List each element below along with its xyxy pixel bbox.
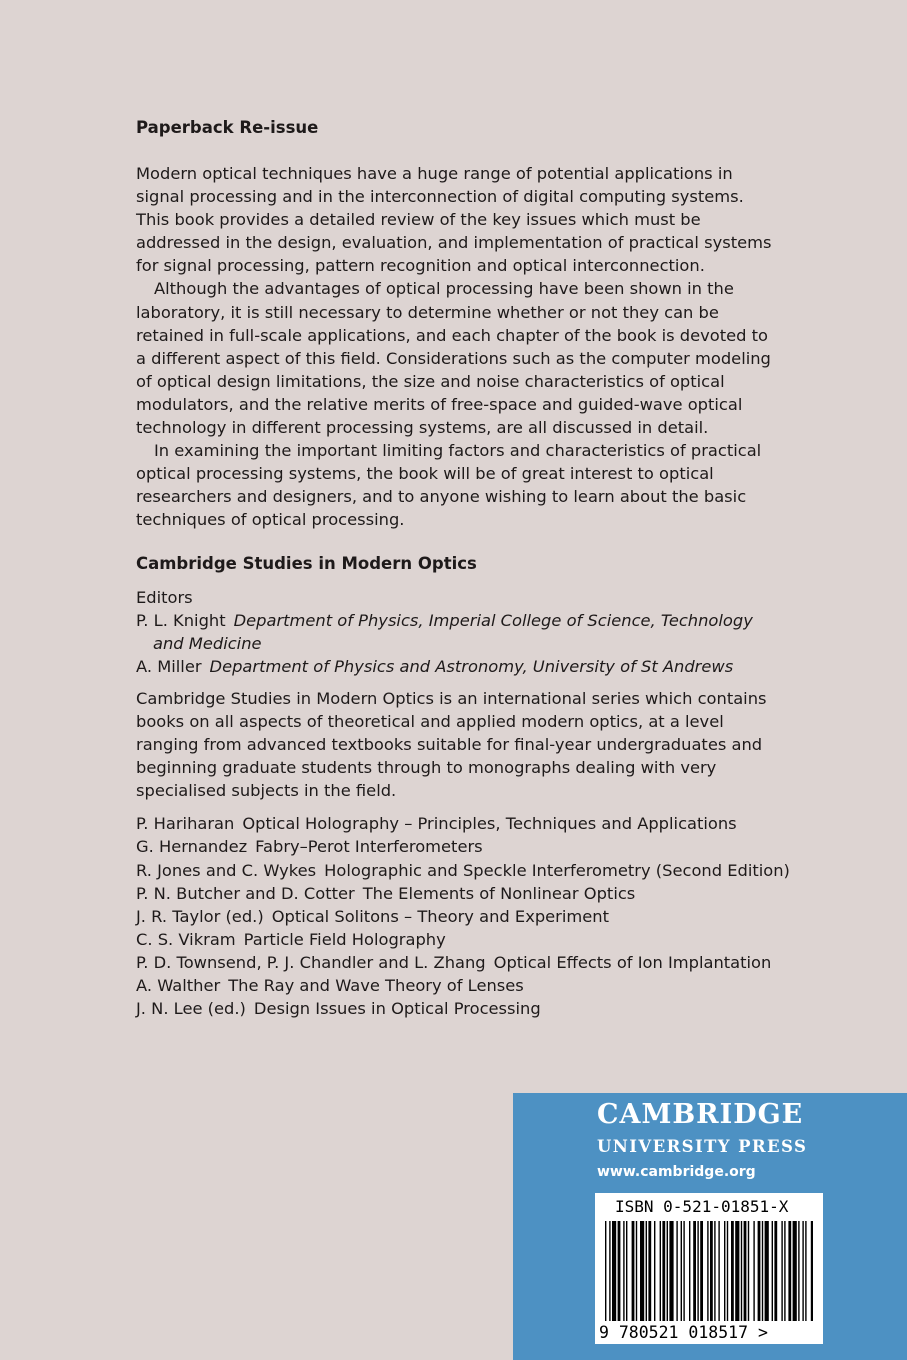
barcode-bar bbox=[707, 1221, 708, 1321]
series-book-title: The Elements of Nonlinear Optics bbox=[362, 883, 636, 903]
series-book-title: Holographic and Speckle Interferometry (Second Edition) bbox=[324, 860, 790, 880]
series-author: P. D. Townsend, P. J. Chandler and L. Zhang bbox=[136, 952, 486, 972]
isbn-label: ISBN 0-521-01851-X bbox=[615, 1197, 789, 1216]
barcode-bar bbox=[758, 1221, 761, 1321]
barcode-bar bbox=[648, 1221, 651, 1321]
barcode-bar bbox=[681, 1221, 682, 1321]
series-author: C. S. Vikram bbox=[136, 929, 236, 949]
barcode-bar bbox=[689, 1221, 690, 1321]
barcode-bar bbox=[741, 1221, 742, 1321]
editors-label: Editors bbox=[136, 587, 193, 607]
barcode-bar bbox=[612, 1221, 616, 1321]
barcode-bar bbox=[718, 1221, 719, 1321]
barcode-bar bbox=[748, 1221, 749, 1321]
barcode-bar bbox=[714, 1221, 715, 1321]
blurb-paragraph-3: In examining the important limiting factors and characteristics of practical optical processing systems, the book will be of great interest to optical researchers and designers, and to anyone wishing to learn about the basic techniques of optical processing. bbox=[136, 441, 762, 530]
series-author: P. N. Butcher and D. Cotter bbox=[136, 883, 355, 903]
barcode-bar bbox=[640, 1221, 644, 1321]
barcode-bar bbox=[735, 1221, 739, 1321]
publisher-panel bbox=[513, 1093, 907, 1360]
barcode-bar bbox=[697, 1221, 698, 1321]
series-book-title: Particle Field Holography bbox=[243, 929, 446, 949]
barcode-bar bbox=[618, 1221, 621, 1321]
publisher-url: www.cambridge.org bbox=[597, 1164, 756, 1180]
editor-name: P. L. Knight bbox=[136, 610, 226, 630]
series-book-title: Optical Holography – Principles, Techniques and Applications bbox=[242, 814, 737, 834]
barcode-bar bbox=[772, 1221, 773, 1321]
barcode-bar bbox=[667, 1221, 668, 1321]
barcode-bar bbox=[762, 1221, 763, 1321]
barcode-bar bbox=[802, 1221, 803, 1321]
blurb-paragraph-1: Modern optical techniques have a huge range of potential applications in signal processing and in the interconnection of digital computing systems. This book provides a detailed review of the key issues which must be addressed in the design, evaluation, and implementation of practical systems for signal processing, pattern recognition and optical interconnection. bbox=[136, 164, 772, 276]
series-book-title: Fabry–Perot Interferometers bbox=[255, 837, 483, 857]
series-title-item bbox=[136, 997, 776, 1020]
barcode-bar bbox=[793, 1221, 797, 1321]
series-book-title: The Ray and Wave Theory of Lenses bbox=[228, 976, 524, 995]
barcode-bar bbox=[788, 1221, 791, 1321]
barcode-bar bbox=[632, 1221, 635, 1321]
barcode-bar bbox=[693, 1221, 696, 1321]
barcode-bar bbox=[724, 1221, 725, 1321]
series-author: P. Hariharan bbox=[136, 814, 235, 834]
editor-name: A. Miller bbox=[136, 656, 202, 676]
series-author: J. N. Lee (ed.) bbox=[136, 999, 246, 1019]
series-heading: Cambridge Studies in Modern Optics bbox=[136, 553, 477, 573]
barcode-bar bbox=[669, 1221, 673, 1321]
reissue-heading: Paperback Re-issue bbox=[136, 118, 319, 137]
series-book-title: Optical Solitons – Theory and Experiment bbox=[271, 906, 609, 926]
barcode-bar bbox=[765, 1221, 769, 1321]
series-title-item bbox=[136, 974, 776, 997]
barcode-bar bbox=[676, 1221, 677, 1321]
barcode-bar bbox=[710, 1221, 713, 1321]
series-author: A. Walther bbox=[136, 976, 221, 995]
barcode-bar bbox=[727, 1221, 728, 1321]
barcode-bar bbox=[700, 1221, 703, 1321]
barcode-bars bbox=[605, 1221, 813, 1331]
series-title-item bbox=[136, 928, 776, 951]
series-title-item bbox=[136, 905, 776, 928]
series-title-item bbox=[136, 859, 790, 882]
barcode-bar bbox=[774, 1221, 777, 1321]
series-title-list bbox=[136, 812, 790, 1020]
barcode-bar bbox=[626, 1221, 627, 1321]
blurb-paragraph-2: Although the advantages of optical processing have been shown in the laboratory, it is still necessary to determine whether or not they can be retained in full-scale applications, and each chapter of the book is devoted to a different aspect of this field. Considerations such as the computer modeling of optical design limitations, the size and noise characteristics of optical modulators, and the relative merits of free-space and guided-wave optical technology in different processing systems, are all discussed in detail. bbox=[136, 279, 771, 438]
editor-affiliation: Department of Physics and Astronomy, University of St Andrews bbox=[209, 656, 734, 676]
barcode-bar bbox=[798, 1221, 799, 1321]
series-title-item bbox=[136, 835, 776, 858]
editor-entry bbox=[136, 655, 776, 678]
barcode-bar bbox=[683, 1221, 684, 1321]
barcode-bar bbox=[781, 1221, 782, 1321]
barcode-bar bbox=[609, 1221, 610, 1321]
series-author: G. Hernandez bbox=[136, 837, 248, 857]
barcode-bar bbox=[636, 1221, 637, 1321]
barcode-bar bbox=[660, 1221, 661, 1321]
barcode-bar bbox=[731, 1221, 734, 1321]
barcode-bar bbox=[605, 1221, 606, 1321]
editor-affiliation: Department of Physics, Imperial College of Science, Technology and Medicine bbox=[153, 610, 753, 653]
barcode-bar bbox=[753, 1221, 754, 1321]
back-cover-text bbox=[136, 116, 790, 1020]
publisher-logo-name: CAMBRIDGE bbox=[597, 1099, 804, 1130]
series-title-item bbox=[136, 951, 776, 974]
barcode-bar bbox=[654, 1221, 655, 1321]
barcode bbox=[595, 1193, 823, 1344]
series-title-item bbox=[136, 812, 776, 835]
barcode-bar bbox=[662, 1221, 665, 1321]
barcode-bar bbox=[744, 1221, 747, 1321]
series-book-title: Optical Effects of Ion Implantation bbox=[493, 952, 772, 972]
series-description: Cambridge Studies in Modern Optics is an international series which contains books on all aspects of theoretical and applied modern optics, at a level ranging from advanced textbooks suitable for final-year undergraduates and beginning graduate students through to monographs dealing with very specialised subjects in the field. bbox=[136, 688, 767, 801]
barcode-bar bbox=[646, 1221, 647, 1321]
series-author: R. Jones and C. Wykes bbox=[136, 860, 317, 880]
series-author: J. R. Taylor (ed.) bbox=[136, 906, 264, 926]
barcode-bar bbox=[784, 1221, 785, 1321]
series-title-item bbox=[136, 882, 776, 905]
editor-entry bbox=[136, 609, 776, 655]
series-book-title: Design Issues in Optical Processing bbox=[253, 999, 541, 1019]
barcode-bar bbox=[811, 1221, 813, 1321]
barcode-bar bbox=[805, 1221, 806, 1321]
publisher-logo-subtitle: UNIVERSITY PRESS bbox=[597, 1137, 808, 1156]
ean-digits: 9 780521 018517 > bbox=[599, 1323, 768, 1342]
barcode-bar bbox=[623, 1221, 624, 1321]
